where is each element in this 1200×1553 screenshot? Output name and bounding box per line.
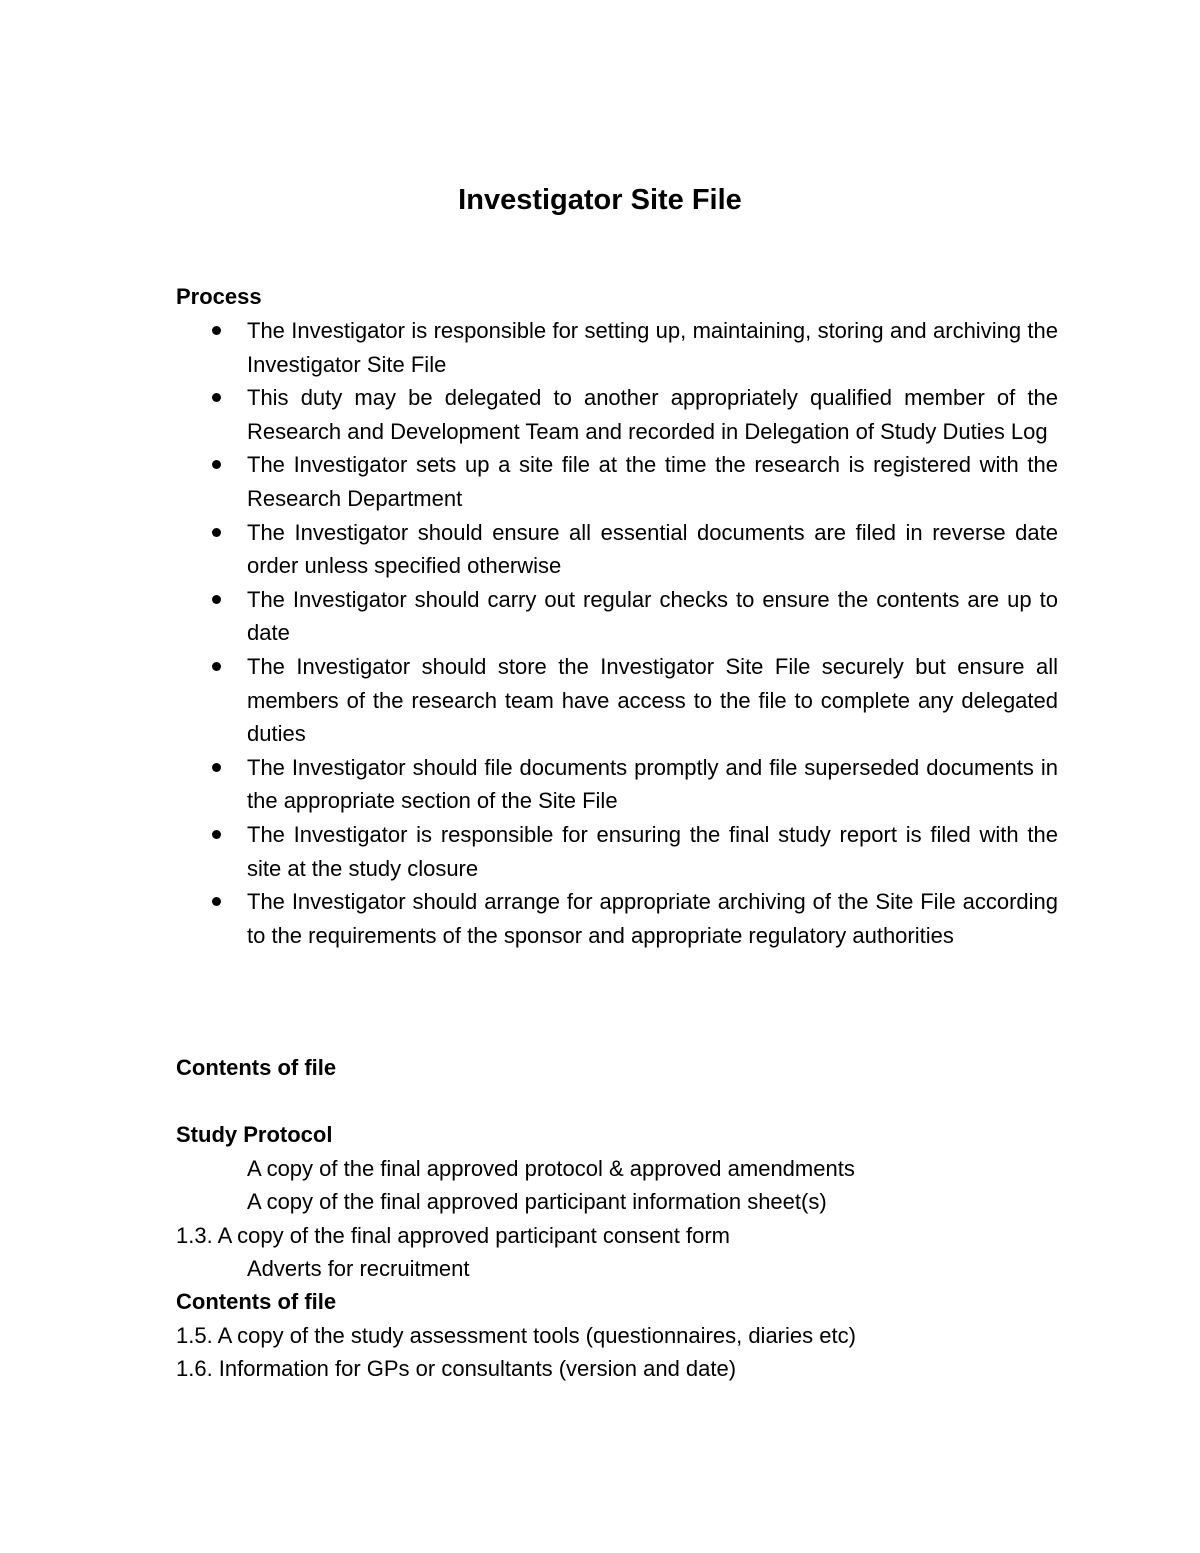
- file-item: 1.5. A copy of the study assessment tools (questionnaires, diaries etc): [176, 1323, 856, 1348]
- process-item: The Investigator should ensure all essential documents are filed in reverse date order unless specified otherwise: [176, 516, 1058, 583]
- bullet-icon: [212, 897, 221, 906]
- bullet-icon: [212, 460, 221, 469]
- bullet-icon: [212, 763, 221, 772]
- process-item: The Investigator should arrange for appropriate archiving of the Site File according to the requirements of the sponsor and appropriate regulatory authorities: [176, 885, 1058, 952]
- protocol-item: 1.3. A copy of the final approved participant consent form: [176, 1223, 731, 1248]
- bullet-icon: [212, 393, 221, 402]
- protocol-item: Adverts for recruitment: [247, 1256, 470, 1281]
- process-heading: Process: [176, 284, 262, 309]
- contents-heading: Contents of file: [176, 1055, 337, 1080]
- process-item: The Investigator should file documents promptly and file superseded documents in the appropriate section of the Site File: [176, 751, 1058, 818]
- process-item: The Investigator is responsible for setting up, maintaining, storing and archiving the Investigator Site File: [176, 314, 1058, 381]
- bullet-icon: [212, 595, 221, 604]
- bullet-icon: [212, 662, 221, 671]
- process-item: The Investigator should carry out regular checks to ensure the contents are up to date: [176, 583, 1058, 650]
- file-item: 1.6. Information for GPs or consultants (version and date): [176, 1356, 737, 1381]
- process-item: The Investigator sets up a site file at the time the research is registered with the Research Department: [176, 448, 1058, 515]
- process-item: The Investigator is responsible for ensuring the final study report is filed with the site at the study closure: [176, 818, 1058, 885]
- bullet-icon: [212, 528, 221, 537]
- protocol-item: A copy of the final approved protocol & approved amendments: [247, 1156, 855, 1181]
- contents-heading-repeat: Contents of file: [176, 1289, 337, 1314]
- study-protocol-heading: Study Protocol: [176, 1122, 333, 1147]
- bullet-icon: [212, 326, 221, 335]
- process-list: [176, 314, 1058, 952]
- document-title: Investigator Site File: [458, 184, 742, 216]
- process-item: The Investigator should store the Investigator Site File securely but ensure all members of the research team have access to the file to complete any delegated duties: [176, 650, 1058, 751]
- protocol-item: A copy of the final approved participant information sheet(s): [247, 1189, 827, 1214]
- process-item: This duty may be delegated to another appropriately qualified member of the Research and Development Team and recorded in Delegation of Study Duties Log: [176, 381, 1058, 448]
- bullet-icon: [212, 830, 221, 839]
